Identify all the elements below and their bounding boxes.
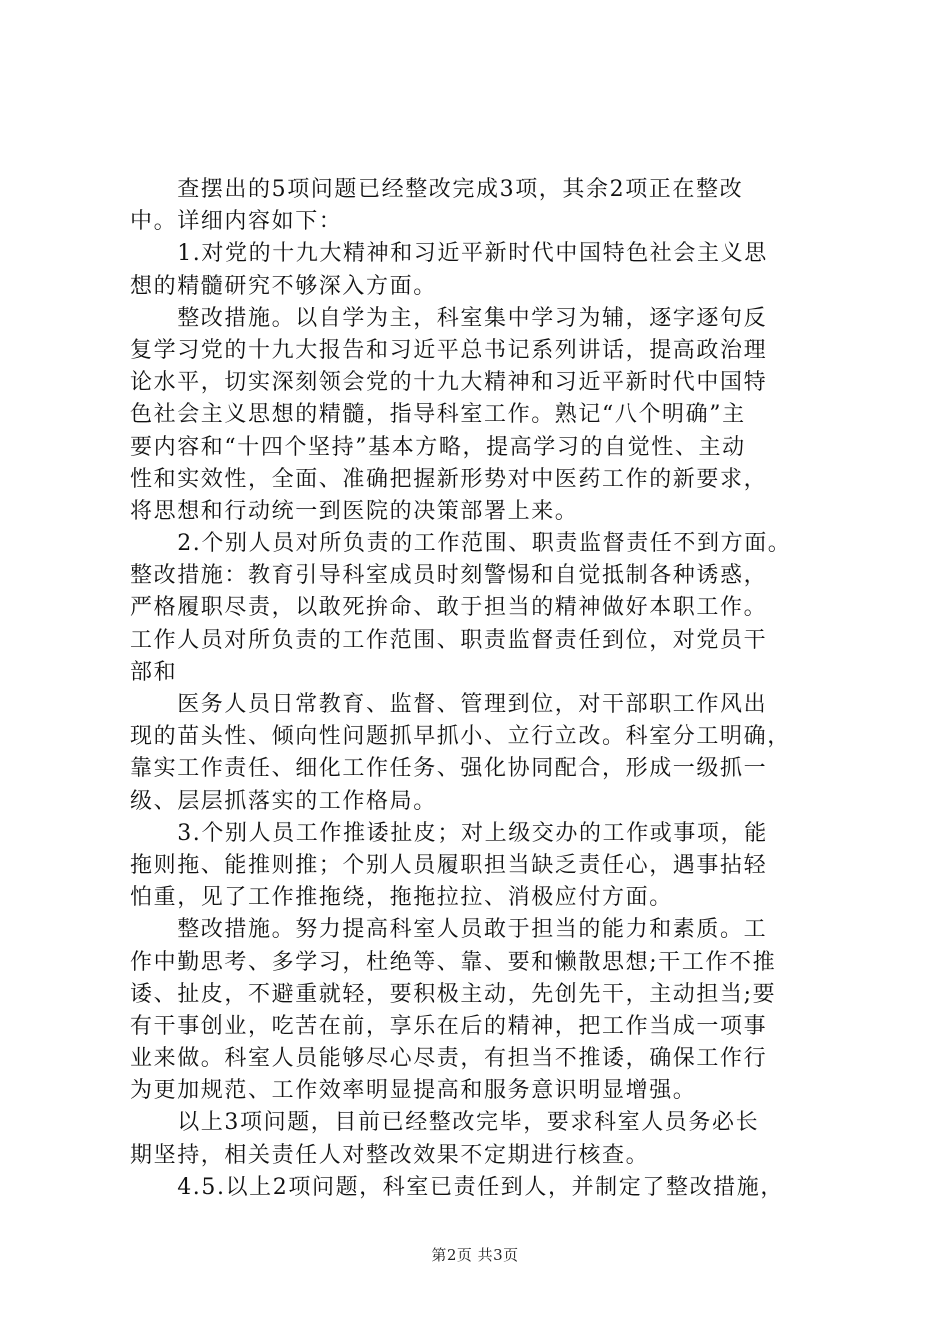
text-line: 查摆出的5项问题已经整改完成3项，其余2项正在整改 (130, 177, 744, 202)
text-line: 期坚持，相关责任人对整改效果不定期进行核查。 (130, 1142, 650, 1168)
text-line: 整改措施：教育引导科室成员时刻警惕和自觉抵制各种诱惑， (130, 563, 768, 589)
text-line: 复学习党的十九大报告和习近平总书记系列讲话，提高政治理 (130, 337, 768, 363)
text-line: 诿、扯皮，不避重就轻，要积极主动，先创先干，主动担当;要 (130, 981, 777, 1007)
text-line: 作中勤思考、多学习，杜绝等、靠、要和懒散思想;干工作不推 (130, 949, 777, 975)
text-line: 中。详细内容如下： (130, 209, 343, 235)
text-line: 现的苗头性、倾向性问题抓早抓小、立行立改。科室分工明确， (130, 724, 791, 750)
text-line: 整改措施。以自学为主，科室集中学习为辅，逐字逐句反 (130, 305, 768, 331)
text-line: 严格履职尽责，以敢死拚命、敢于担当的精神做好本职工作。 (130, 595, 768, 621)
text-line: 整改措施。努力提高科室人员敢于担当的能力和素质。工 (130, 917, 768, 943)
text-line: 1.对党的十九大精神和习近平新时代中国特色社会主义思 (130, 241, 768, 267)
text-line: 拖则拖、能推则推；个别人员履职担当缺乏责任心，遇事拈轻 (130, 852, 768, 878)
text-line: 工作人员对所负责的工作范围、职责监督责任到位，对党员干 (130, 627, 768, 653)
text-line: 2.个别人员对所负责的工作范围、职责监督责任不到方面。 (130, 531, 792, 557)
text-line: 色社会主义思想的精髓，指导科室工作。熟记“八个明确”主 (130, 402, 746, 428)
document-body (130, 174, 830, 1204)
text-line: 医务人员日常教育、监督、管理到位，对干部职工作风出 (130, 692, 768, 717)
text-line: 有干事创业，吃苦在前，享乐在后的精神，把工作当成一项事 (130, 1013, 768, 1039)
text-line: 为更加规范、工作效率明显提高和服务意识明显增强。 (130, 1078, 697, 1104)
text-line: 部和 (130, 659, 178, 685)
page-number-footer: 第2页 共3页 (431, 1246, 519, 1264)
text-line: 以上3项问题，目前已经整改完毕，要求科室人员务必长 (130, 1110, 760, 1136)
text-line: 怕重，见了工作推拖绕，拖拖拉拉、消极应付方面。 (130, 885, 673, 911)
text-line: 将思想和行动统一到医院的决策部署上来。 (130, 498, 579, 524)
text-line: 业来做。科室人员能够尽心尽责，有担当不推诿，确保工作行 (130, 1046, 768, 1072)
text-line: 4.5.以上2项问题，科室已责任到人，并制定了整改措施， (130, 1174, 784, 1200)
text-line: 级、层层抓落实的工作格局。 (130, 788, 437, 814)
text-line: 论水平，切实深刻领会党的十九大精神和习近平新时代中国特 (130, 370, 768, 396)
text-line: 靠实工作责任、细化工作任务、强化协同配合，形成一级抓一 (130, 756, 768, 782)
text-line: 要内容和“十四个坚持”基本方略，提高学习的自觉性、主动 (130, 434, 746, 460)
text-line: 想的精髓研究不够深入方面。 (130, 273, 437, 299)
text-line: 3.个别人员工作推诿扯皮；对上级交办的工作或事项，能 (130, 820, 768, 846)
text-line: 性和实效性，全面、准确把握新形势对中医药工作的新要求， (130, 466, 768, 492)
